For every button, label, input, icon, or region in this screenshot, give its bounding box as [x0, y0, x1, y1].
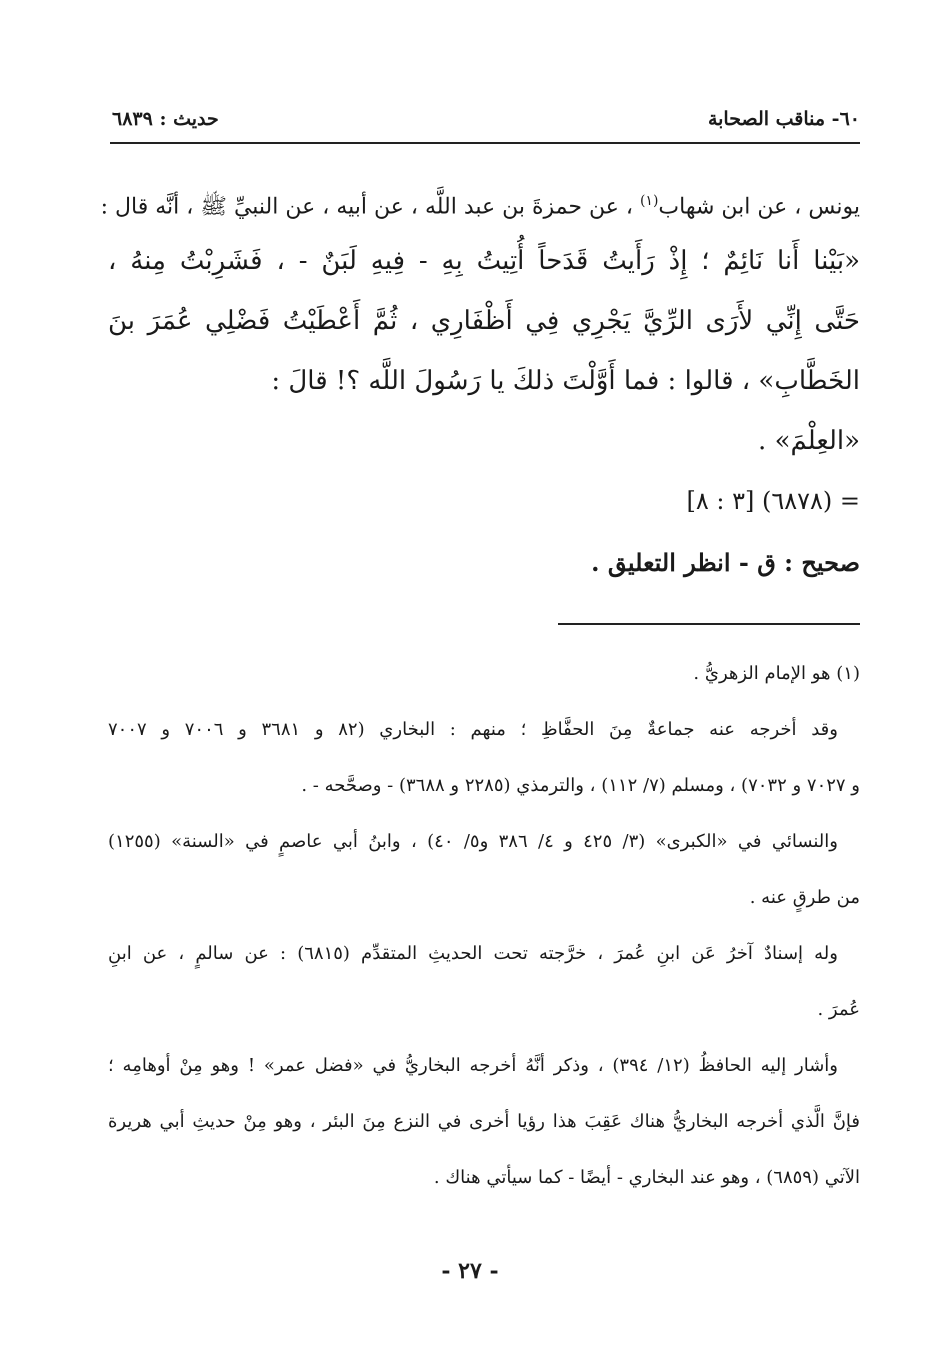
text-line-1: يونس ، عن ابن شهاب$^{(١)}$ ، عن حمزةَ بن عبد اللَّه ، عن أبيه ، عن النبيِّ ﷺ ، أنَّه قال :	[100, 193, 860, 220]
hadith-text	[100, 186, 860, 608]
note-p1-line2: و ٧٠٢٧ و ٧٠٣٢) ، ومسلم (٧/ ١١٢) ، والترمذي (٢٢٨٥ و ٣٦٨٨) - وصحَّحه - .	[301, 775, 860, 796]
text-line-5: «العِلْمَ» .	[758, 426, 860, 456]
note-p1-line1: وقد أخرجه عنه جماعةٌ مِنَ الحفَّاظِ ؛ منهم : البخاري (٨٢ و ٣٦٨١ و ٧٠٠٦ و ٧٠٠٧	[108, 719, 838, 740]
note-p4-line1: وأشار إليه الحافظُ (١٢/ ٣٩٤) ، وذكر أنَّهُ أخرجه البخاريُّ في «فضل عمر» ! وهو مِنْ أوهامِه ؛	[108, 1055, 838, 1076]
note-p3-line1: وله إسنادٌ آخرُ عَن ابنِ عُمرَ ، خرَّجته تحت الحديثِ المتقدِّم (٦٨١٥) : عن سالمٍ ، عن ابنِ	[108, 943, 838, 964]
footnotes	[108, 660, 860, 1192]
note-p3-line2: عُمرَ .	[817, 999, 860, 1020]
cross-reference: = (٦٨٧٨) [٣ : ٨]	[686, 487, 860, 515]
footnote-marker[interactable]: (١)	[639, 193, 659, 209]
text-line-2: «بَيْنا أَنا نَائِمٌ ؛ إِذْ رَأَيتُ قَدَحاً أُتِيتُ بِهِ - فِيهِ لَبَنٌ - ، فَشَرِبْتُ مِنهُ ،	[108, 246, 860, 276]
text-line-4: الخَطَّابِ» ، قالوا : فما أَوَّلْتَ ذلكَ يا رَسُولَ اللَّه ؟! قالَ :	[271, 366, 860, 396]
note-p2-line2: من طرقٍ عنه .	[749, 887, 860, 908]
page-number: - ٢٧ -	[441, 1258, 499, 1284]
hadith-number: حديث : ٦٨٣٩	[112, 108, 219, 130]
header-rule	[110, 142, 860, 144]
note-p2-line1: والنسائي في «الكبرى» (٣/ ٤٢٥ و ٤/ ٣٨٦ و٥/ ٤٠) ، وابنُ أبي عاصمٍ في «السنة» (١٢٥٥)	[108, 831, 838, 852]
footnote-1: (١) هو الإمام الزهريُّ .	[693, 663, 860, 684]
hadith-grade: صحيح : ق - انظر التعليق .	[591, 548, 860, 577]
note-p4-line3: الآتي (٦٨٥٩) ، وهو عند البخاري - أيضًا - كما سيأتي هناك .	[433, 1167, 860, 1188]
text-line-3: حَتَّى إِنِّي لأَرَى الرِّيَّ يَجْرِي فِي أَظْفَارِي ، ثُمَّ أَعْطَيْتُ فَضْلِي عُمَرَ بنَ	[108, 306, 860, 336]
note-p4-line2: فإنَّ الَّذي أخرجه البخاريُّ هناك عَقِبَ هذا رؤيا أخرى في النزع مِنَ البئر ، وهو مِنْ حديثِ أبي هريرة	[108, 1111, 860, 1132]
footnote-separator	[558, 623, 860, 625]
chapter-title: ٦٠- مناقب الصحابة	[707, 108, 860, 130]
running-header	[112, 104, 860, 138]
